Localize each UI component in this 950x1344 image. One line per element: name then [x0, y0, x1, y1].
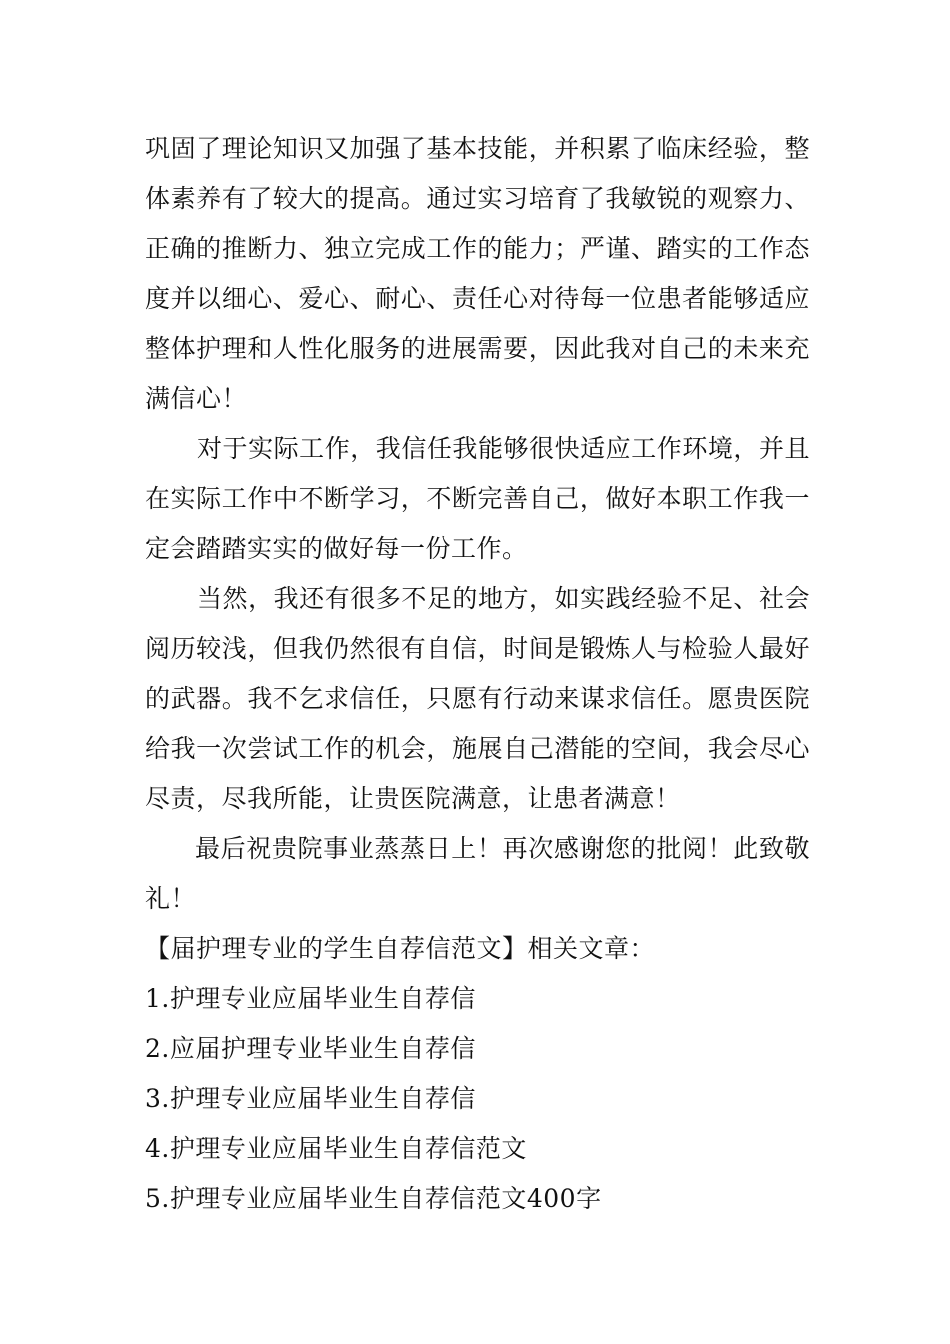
- body-paragraph-3: 当然，我还有很多不足的地方，如实践经验不足、社会阅历较浅，但我仍然很有自信，时间是锻炼人与检验人最好的武器。我不乞求信任，只愿有行动来谋求信任。愿贵医院给我一次尝试工作的机会，施展自己潜能的空间，我会尽心尽责，尽我所能，让贵医院满意，让患者满意！: [145, 584, 810, 813]
- related-article-link-1[interactable]: 1.护理专业应届毕业生自荐信: [145, 984, 476, 1013]
- related-articles-list: [145, 974, 810, 1224]
- body-paragraph-1: 巩固了理论知识又加强了基本技能，并积累了临床经验，整体素养有了较大的提高。通过实习培育了我敏锐的观察力、正确的推断力、独立完成工作的能力；严谨、踏实的工作态度并以细心、爱心、耐心、责任心对待每一位患者能够适应整体护理和人性化服务的进展需要，因此我对自己的未来充满信心！: [145, 134, 810, 413]
- related-article-link-5[interactable]: 5.护理专业应届毕业生自荐信范文400字: [145, 1184, 602, 1213]
- related-article-link-4[interactable]: 4.护理专业应届毕业生自荐信范文: [145, 1134, 527, 1163]
- related-article-link-3[interactable]: 3.护理专业应届毕业生自荐信: [145, 1084, 476, 1113]
- related-article-link-2[interactable]: 2.应届护理专业毕业生自荐信: [145, 1034, 476, 1063]
- document-body: [145, 124, 810, 1224]
- related-articles-heading: 【届护理专业的学生自荐信范文】相关文章：: [145, 934, 656, 963]
- closing-paragraph: 最后祝贵院事业蒸蒸日上！再次感谢您的批阅！此致敬礼！: [145, 834, 810, 913]
- body-paragraph-2: 对于实际工作，我信任我能够很快适应工作环境，并且在实际工作中不断学习，不断完善自己，做好本职工作我一定会踏踏实实的做好每一份工作。: [145, 434, 810, 563]
